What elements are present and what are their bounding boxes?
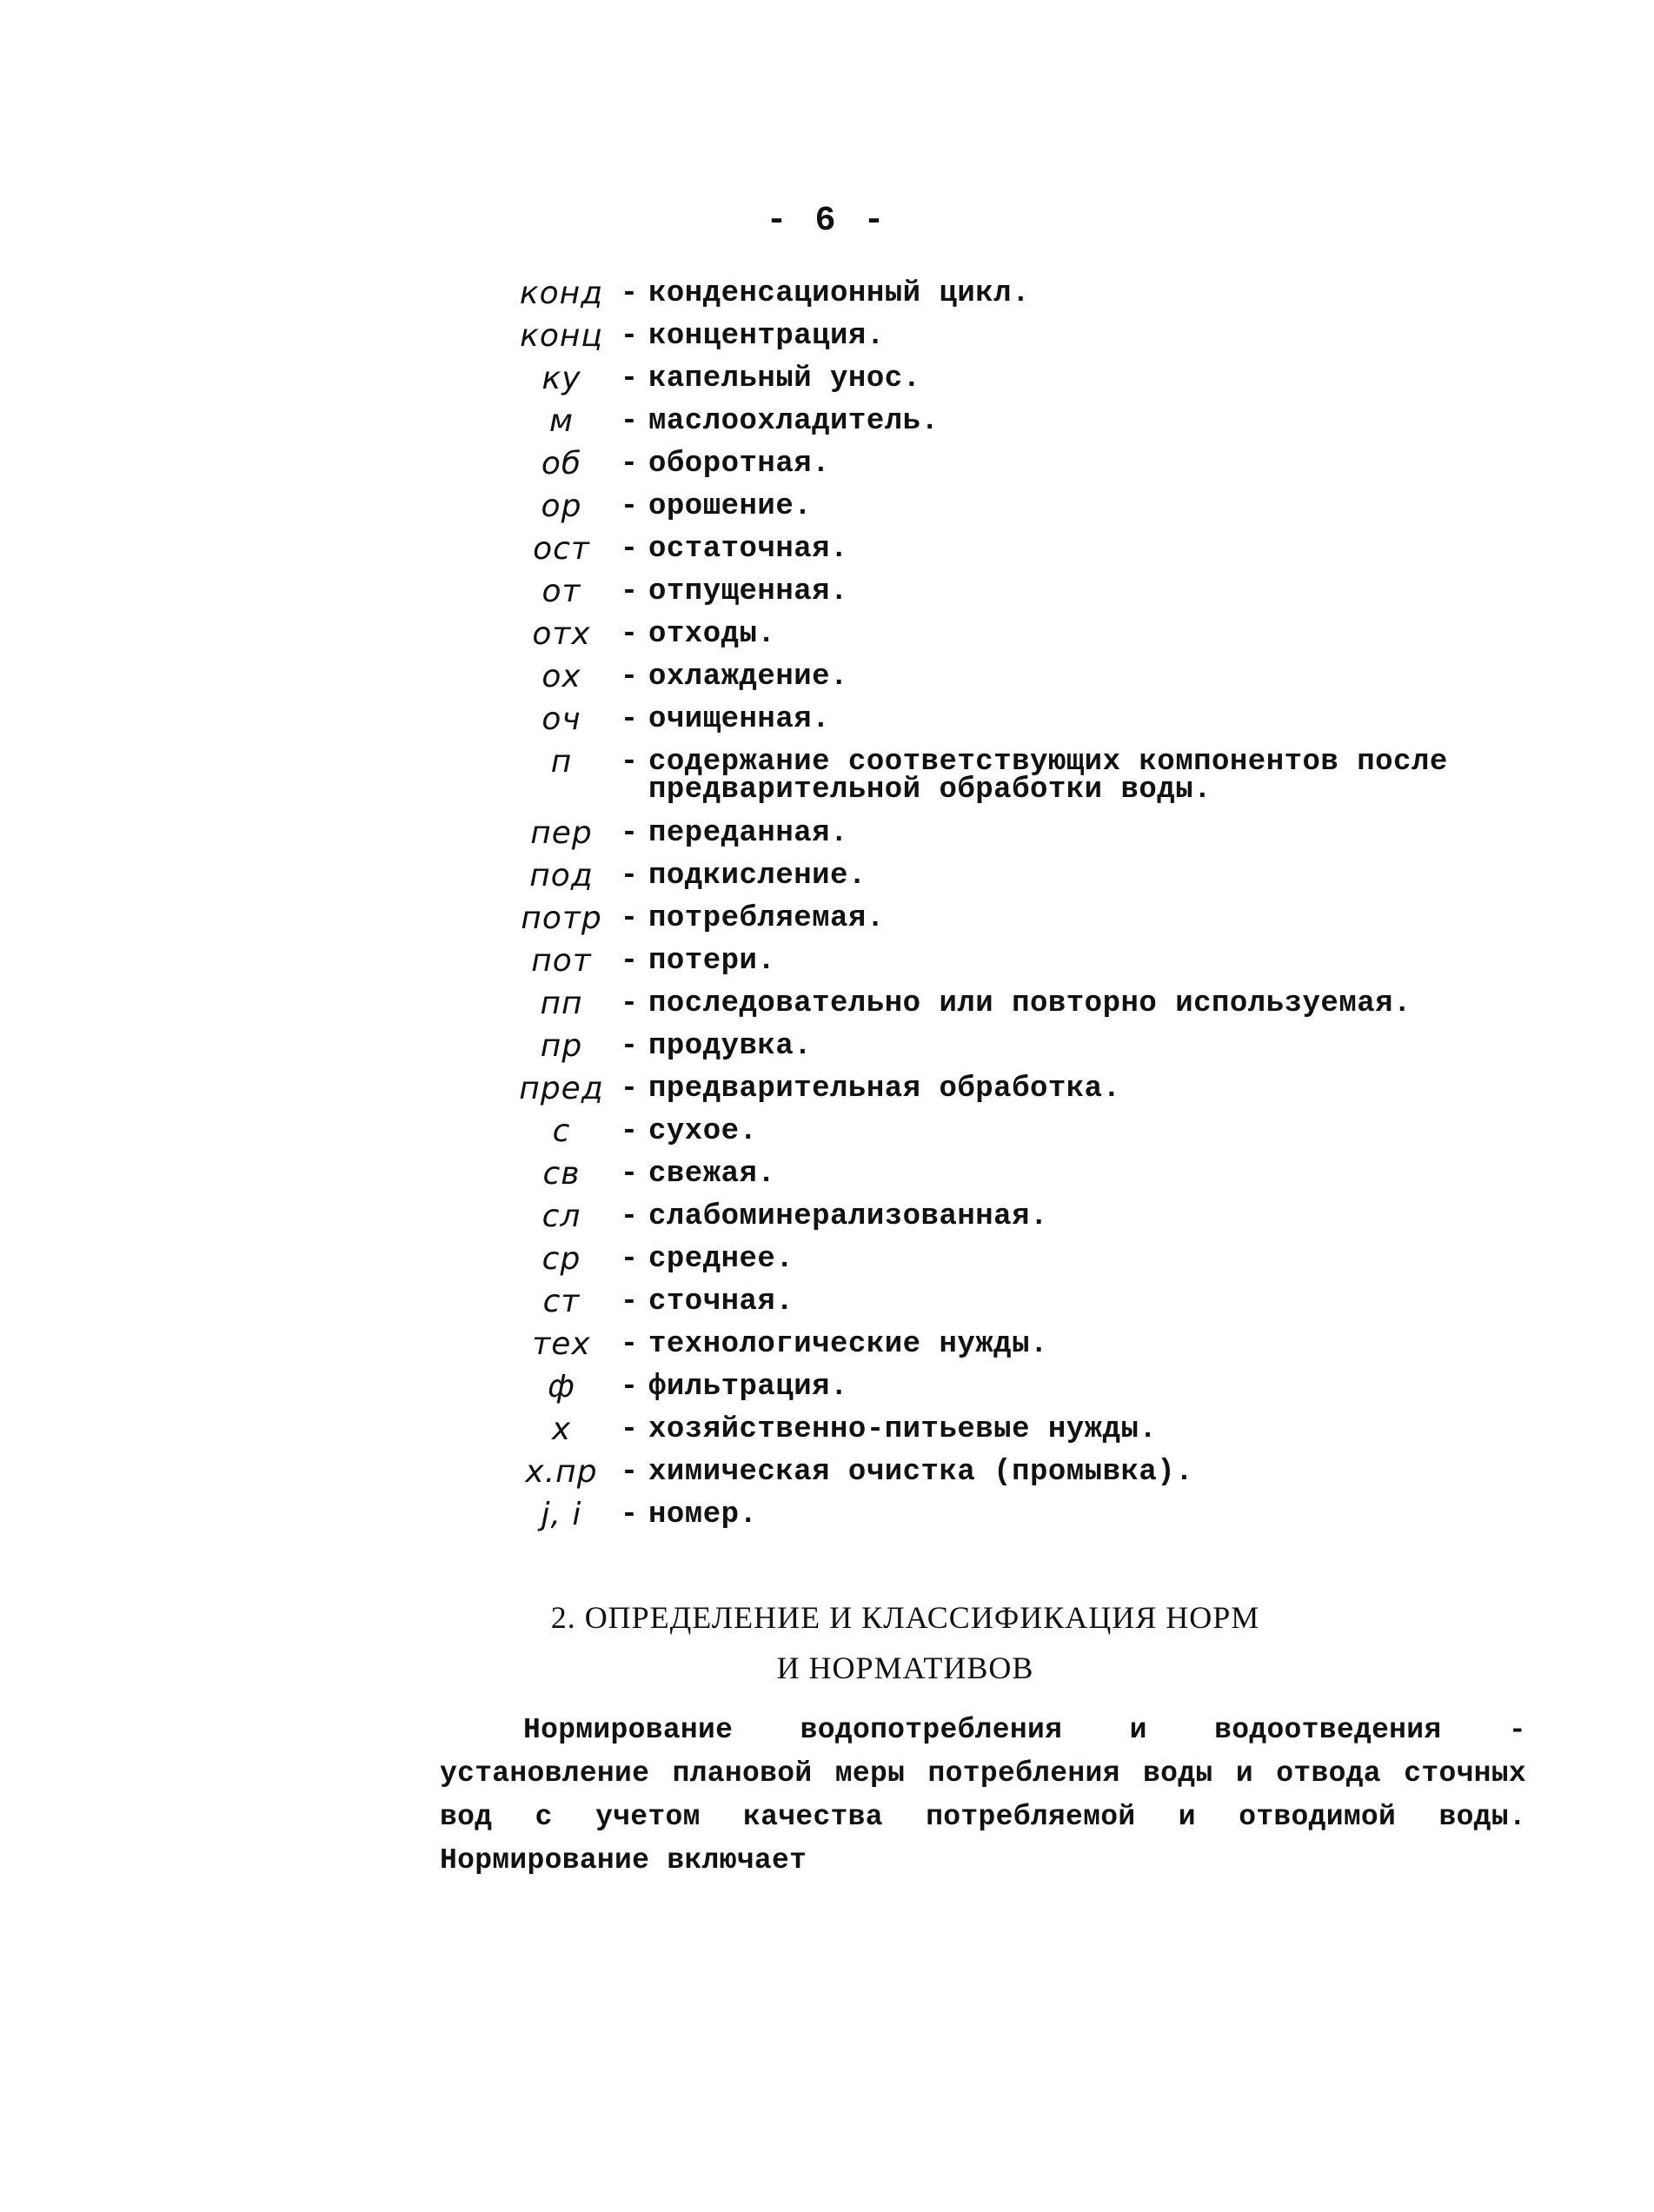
abbreviation-description: слабоминерализованная. <box>648 1200 1048 1233</box>
abbreviation-row <box>513 1157 1521 1199</box>
dash: - <box>620 320 639 353</box>
dash: - <box>620 1371 639 1404</box>
abbreviation-row <box>513 1242 1521 1285</box>
dash: - <box>620 362 639 395</box>
dash: - <box>620 987 639 1020</box>
abbreviation-description: очищенная. <box>648 703 831 736</box>
abbreviation-key: пред <box>519 1071 604 1106</box>
abbreviation-description: свежая. <box>648 1158 776 1191</box>
dash: - <box>620 448 639 481</box>
abbreviation-row <box>513 404 1521 447</box>
abbreviation-description: потери. <box>648 945 776 978</box>
abbreviation-description: отпущенная. <box>648 575 848 608</box>
dash: - <box>620 1413 639 1446</box>
dash: - <box>620 661 639 694</box>
abbreviation-key: j, i <box>541 1497 582 1532</box>
dash: - <box>620 1328 639 1361</box>
abbreviation-key: ср <box>541 1241 581 1277</box>
abbreviation-row <box>513 489 1521 532</box>
abbreviation-row <box>513 816 1521 859</box>
abbreviation-key: х <box>551 1412 572 1447</box>
abbreviation-description: отходы. <box>648 618 776 651</box>
abbreviation-description: последовательно или повторно используемая. <box>648 987 1412 1020</box>
abbreviation-description: орошение. <box>648 490 813 523</box>
abbreviation-description: оборотная. <box>648 448 831 481</box>
abbreviation-description: продувка. <box>648 1030 813 1063</box>
dash: - <box>620 860 639 893</box>
dash: - <box>620 1456 639 1489</box>
abbreviation-key: сл <box>541 1199 581 1234</box>
dash: - <box>620 1498 639 1531</box>
abbreviation-row <box>513 617 1521 660</box>
abbreviation-description: капельный унос. <box>648 362 921 395</box>
abbreviation-list <box>513 276 1521 1540</box>
dash: - <box>620 533 639 566</box>
abbreviation-description: маслоохладитель. <box>648 405 940 438</box>
abbreviation-description: номер. <box>648 1498 758 1531</box>
abbreviation-row <box>513 1412 1521 1455</box>
abbreviation-description: содержание соответствующих компонентов после предварительной обработки воды. <box>648 746 1448 807</box>
dash: - <box>620 618 639 651</box>
abbreviation-description: конденсационный цикл. <box>648 277 1030 310</box>
abbreviation-key: ост <box>533 531 590 567</box>
abbreviation-key: пер <box>530 815 593 851</box>
abbreviation-key: х.пр <box>525 1454 598 1490</box>
abbreviation-key: п <box>550 744 573 780</box>
abbreviation-key: с <box>552 1113 571 1149</box>
abbreviation-row <box>513 447 1521 489</box>
dash: - <box>620 746 639 779</box>
body-paragraph: Нормирование водопотребления и водоотведения - установление плановой меры потребления воды и отвода сточных вод с учетом качества потребляемой и отводимой воды. Нормирование включает <box>440 1714 1526 1877</box>
abbreviation-description: среднее. <box>648 1243 794 1276</box>
abbreviation-key: конд <box>519 276 604 311</box>
abbreviation-row <box>513 575 1521 617</box>
dash: - <box>620 277 639 310</box>
abbreviation-description: сухое. <box>648 1115 758 1148</box>
abbreviation-description: потребляемая. <box>648 902 885 935</box>
abbreviation-description: технологические нужды. <box>648 1328 1048 1361</box>
abbreviation-key: ф <box>548 1369 575 1405</box>
abbreviation-row <box>513 702 1521 745</box>
dash: - <box>620 405 639 438</box>
abbreviation-row <box>513 1327 1521 1370</box>
abbreviation-key: св <box>542 1156 581 1192</box>
abbreviation-key: отх <box>532 616 591 652</box>
dash: - <box>620 945 639 978</box>
dash: - <box>620 1158 639 1191</box>
abbreviation-description: переданная. <box>648 817 848 850</box>
dash: - <box>620 1243 639 1276</box>
abbreviation-key: пр <box>540 1028 583 1064</box>
abbreviation-row <box>513 362 1521 404</box>
abbreviation-key: ку <box>541 361 581 396</box>
abbreviation-row <box>513 276 1521 319</box>
abbreviation-key: под <box>529 858 594 893</box>
abbreviation-row <box>513 1114 1521 1157</box>
dash: - <box>620 490 639 523</box>
dash: - <box>620 1115 639 1148</box>
abbreviation-key: оч <box>541 701 581 737</box>
abbreviation-row <box>513 901 1521 944</box>
abbreviation-row <box>513 859 1521 901</box>
abbreviation-description: химическая очистка (промывка). <box>648 1456 1194 1489</box>
dash: - <box>620 817 639 850</box>
abbreviation-key: ст <box>542 1284 581 1319</box>
abbreviation-key: тех <box>532 1326 591 1362</box>
abbreviation-description: подкисление. <box>648 860 867 893</box>
abbreviation-description: хозяйственно-питьевые нужды. <box>648 1413 1158 1446</box>
abbreviation-description: концентрация. <box>648 320 885 353</box>
abbreviation-row <box>513 1370 1521 1412</box>
abbreviation-row <box>513 1498 1521 1540</box>
abbreviation-key: м <box>548 403 575 439</box>
abbreviation-description: предварительная обработка. <box>648 1073 1121 1106</box>
section-heading <box>0 1592 1654 1693</box>
abbreviation-key: потр <box>521 900 602 936</box>
abbreviation-description: фильтрация. <box>648 1371 848 1404</box>
dash: - <box>620 1030 639 1063</box>
abbreviation-description: сточная. <box>648 1285 794 1319</box>
abbreviation-key: пп <box>540 986 583 1021</box>
abbreviation-row <box>513 745 1521 816</box>
abbreviation-key: ор <box>541 488 582 524</box>
abbreviation-description: остаточная. <box>648 533 848 566</box>
abbreviation-description: охлаждение. <box>648 661 848 694</box>
dash: - <box>620 902 639 935</box>
abbreviation-key: пот <box>531 943 592 979</box>
section-heading-line: И НОРМАТИВОВ <box>776 1651 1034 1685</box>
dash: - <box>620 1073 639 1106</box>
abbreviation-key: ох <box>541 659 581 694</box>
dash: - <box>620 703 639 736</box>
abbreviation-key: конц <box>520 318 603 354</box>
dash: - <box>620 1285 639 1319</box>
abbreviation-row <box>513 944 1521 986</box>
dash: - <box>620 1200 639 1233</box>
abbreviation-row <box>513 660 1521 702</box>
abbreviation-key: об <box>541 446 582 482</box>
abbreviation-row <box>513 1285 1521 1327</box>
abbreviation-row <box>513 1029 1521 1072</box>
abbreviation-row <box>513 1072 1521 1114</box>
abbreviation-row <box>513 1455 1521 1498</box>
dash: - <box>620 575 639 608</box>
abbreviation-row <box>513 986 1521 1029</box>
abbreviation-row <box>513 1199 1521 1242</box>
section-heading-line: 2. ОПРЕДЕЛЕНИЕ И КЛАССИФИКАЦИЯ НОРМ <box>550 1600 1260 1635</box>
abbreviation-key: от <box>541 574 581 609</box>
abbreviation-row <box>513 319 1521 362</box>
page-number: - 6 - <box>766 202 888 241</box>
abbreviation-row <box>513 532 1521 575</box>
